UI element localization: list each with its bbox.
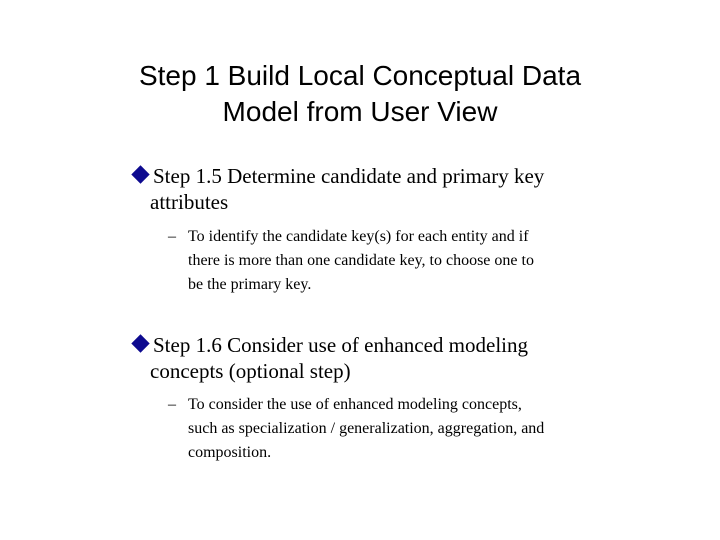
slide-title <box>0 58 720 130</box>
dash-icon: – <box>168 396 176 413</box>
bullet-text-line-1: Step 1.5 Determine candidate and primary key <box>153 164 545 188</box>
sub-text-line-1: To consider the use of enhanced modeling concepts, <box>188 396 522 413</box>
sub-text-line-2: there is more than one candidate key, to choose one to <box>188 252 534 269</box>
bullet-text-line-1: Step 1.6 Consider use of enhanced modeling <box>153 333 529 357</box>
diamond-bullet-icon <box>131 334 149 352</box>
bullet-text-line-2: attributes <box>150 190 229 214</box>
bullet-step-1-5 <box>130 163 670 215</box>
sub-bullet-step-1-5 <box>168 225 668 297</box>
slide-title-line-1: Step 1 Build Local Conceptual Data <box>138 60 582 91</box>
bullet-text-line-2: concepts (optional step) <box>150 359 351 383</box>
slide-title-line-2: Model from User View <box>222 96 498 127</box>
diamond-bullet-icon <box>131 165 149 183</box>
sub-text-line-3: composition. <box>188 444 272 461</box>
sub-text-line-3: be the primary key. <box>188 276 312 293</box>
sub-bullet-step-1-6 <box>168 393 668 465</box>
sub-text-line-2: such as specialization / generalization, aggregation, and <box>188 420 545 437</box>
bullet-step-1-6 <box>130 332 670 384</box>
sub-text-line-1: To identify the candidate key(s) for each entity and if <box>188 228 529 245</box>
dash-icon: – <box>168 228 176 245</box>
